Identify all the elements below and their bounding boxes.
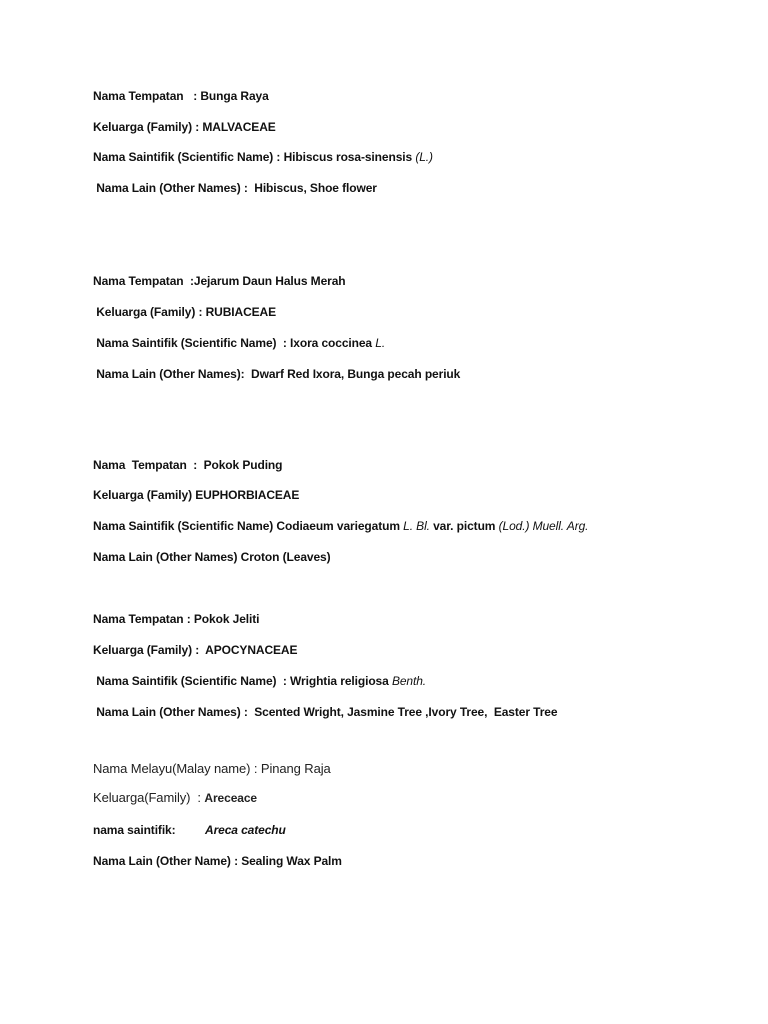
entry-2-local-name: [93, 273, 346, 289]
entry-1-other-names: [93, 180, 377, 196]
field-value: Pokok Jeliti: [193, 612, 260, 626]
field-value: Dwarf Red Ixora, Bunga pecah periuk: [251, 367, 461, 381]
entry-4-local-name: [93, 611, 259, 627]
entry-1-local-name: [93, 88, 269, 104]
entry-2-family: [93, 304, 276, 320]
entry-5-scientific-name: [93, 822, 176, 838]
field-label: Keluarga(Family) :: [93, 790, 205, 805]
entry-1-family: [93, 119, 276, 135]
field-value: Pinang Raja: [260, 761, 331, 776]
field-value: Croton (Leaves): [240, 550, 331, 564]
field-label: Nama Tempatan :: [93, 89, 201, 103]
field-label: Keluarga (Family) :: [93, 305, 206, 319]
entry-5-other-names: [93, 853, 342, 869]
field-label: Nama Saintifik (Scientific Name): [93, 519, 277, 533]
author-citation: L.: [375, 336, 386, 350]
field-label: nama saintifik:: [93, 823, 176, 837]
field-label: Keluarga (Family) :: [93, 120, 203, 134]
entry-1-scientific-name: [93, 149, 433, 165]
field-label: Nama Tempatan :: [93, 458, 204, 472]
field-value: Pokok Puding: [203, 458, 283, 472]
field-label: Nama Lain (Other Names) :: [93, 181, 255, 195]
field-value: Ixora coccinea: [290, 336, 376, 350]
field-value: Scented Wright, Jasmine Tree ,Ivory Tree, Easter Tree: [254, 705, 558, 719]
field-value: Sealing Wax Palm: [241, 854, 342, 868]
field-value: Codiaeum variegatum: [276, 519, 404, 533]
field-value: APOCYNACEAE: [205, 643, 298, 657]
field-value: EUPHORBIACEAE: [195, 488, 300, 502]
author-citation-2: (Lod.) Muell. Arg.: [498, 519, 589, 533]
field-label: Nama Lain (Other Names): [93, 550, 241, 564]
entry-3-scientific-name: [93, 518, 588, 534]
field-label: Nama Saintifik (Scientific Name) :: [93, 336, 291, 350]
entry-4-family: [93, 642, 297, 658]
field-label: Nama Lain (Other Names):: [93, 367, 252, 381]
field-label: Nama Saintifik (Scientific Name) :: [93, 674, 291, 688]
variety-name: var. pictum: [429, 519, 499, 533]
field-value: Jejarum Daun Halus Merah: [193, 274, 346, 288]
entry-5-scientific-value: [205, 822, 286, 838]
field-value: Hibiscus, Shoe flower: [254, 181, 377, 195]
entry-3-family: [93, 487, 299, 503]
author-citation: L. Bl.: [403, 519, 430, 533]
field-value: Areceace: [204, 791, 258, 805]
field-value: Hibiscus rosa-sinensis: [283, 150, 416, 164]
field-label: Nama Melayu(Malay name) :: [93, 761, 261, 776]
field-label: Nama Lain (Other Name) :: [93, 854, 242, 868]
entry-4-other-names: [93, 704, 557, 720]
field-label: Nama Tempatan :: [93, 274, 194, 288]
entry-5-family: [93, 790, 257, 806]
field-label: Nama Tempatan :: [93, 612, 194, 626]
entry-5-malay-name: [93, 761, 331, 777]
field-value: Bunga Raya: [200, 89, 269, 103]
entry-2-other-names: [93, 366, 460, 382]
author-citation: (L.): [415, 150, 433, 164]
entry-4-scientific-name: [93, 673, 426, 689]
entry-3-other-names: [93, 549, 331, 565]
field-label: Nama Lain (Other Names) :: [93, 705, 255, 719]
entry-3-local-name: [93, 457, 282, 473]
entry-2-scientific-name: [93, 335, 385, 351]
field-label: Keluarga (Family) :: [93, 643, 206, 657]
field-value: MALVACEAE: [202, 120, 276, 134]
field-value: RUBIACEAE: [205, 305, 277, 319]
field-value: Wrightia religiosa: [290, 674, 392, 688]
field-label: Nama Saintifik (Scientific Name) :: [93, 150, 284, 164]
field-label: Keluarga (Family): [93, 488, 196, 502]
author-citation: Benth.: [391, 674, 427, 688]
field-value: Areca catechu: [205, 823, 286, 837]
